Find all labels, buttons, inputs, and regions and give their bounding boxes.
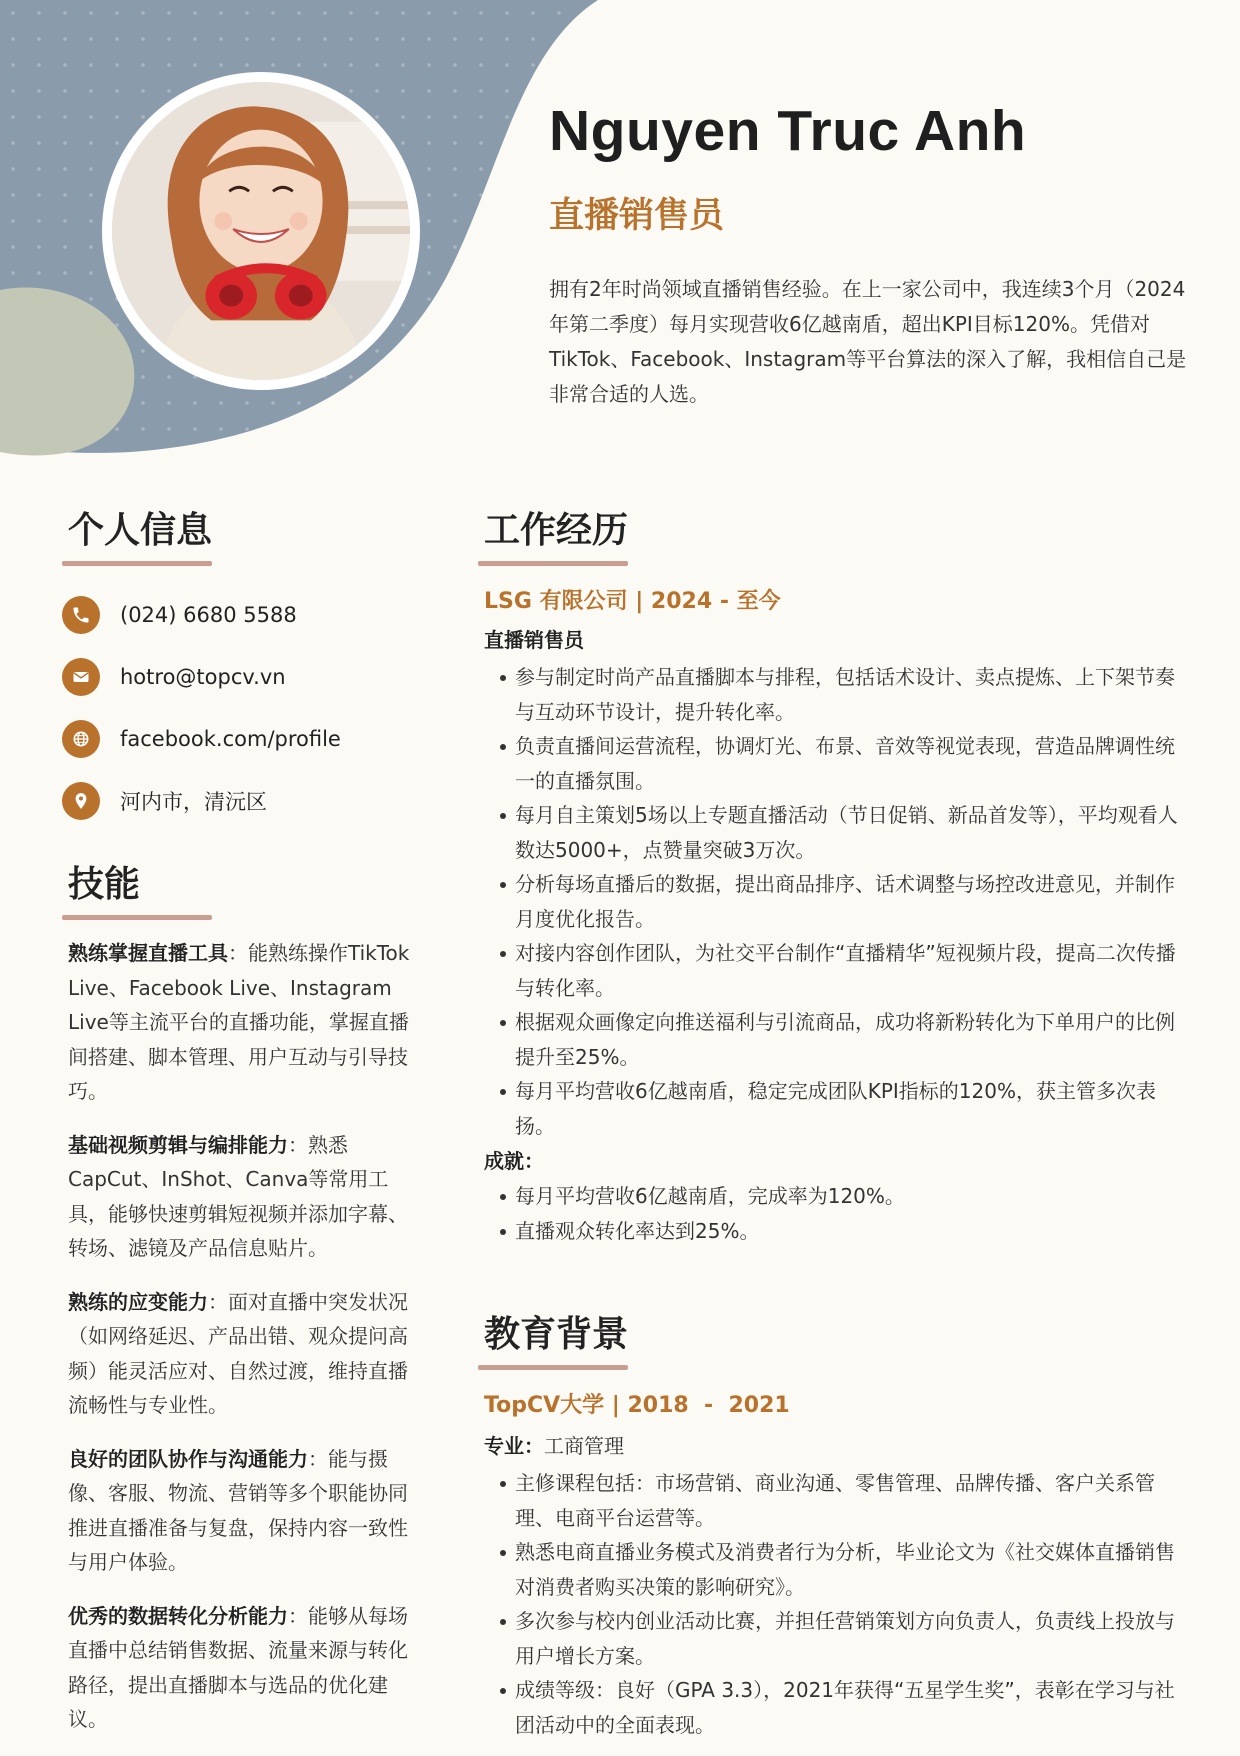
company-and-dates: LSG 有限公司 | 2024 - 至今 [484,589,781,614]
skill-item [68,1128,420,1266]
email-address[interactable]: hotro@topcv.vn [120,665,286,689]
duty-item: 分析每场直播后的数据，提出商品排序、话术调整与场控改进意见，并制作月度优化报告。 [484,867,1178,936]
person-illustration [112,82,410,380]
position-title: 直播销售员 [484,628,584,652]
major-value: 工商管理 [544,1434,624,1458]
duty-list [484,660,1178,1143]
duty-item: 每月自主策划5场以上专题直播活动（节日促销、新品首发等），平均观看人数达5000+，点赞量突破3万次。 [484,798,1178,867]
skill-name: 熟练的应变能力 [68,1289,208,1314]
education-detail-item: 熟悉电商直播业务模式及消费者行为分析，毕业论文为《社交媒体直播销售对消费者购买决策的影响研究》。 [484,1535,1178,1604]
education-detail-list [484,1466,1178,1742]
skill-item [68,936,420,1109]
skill-item [68,1285,420,1423]
education-underline [478,1365,628,1370]
experience-entry [484,584,1178,1248]
personal-info-underline [62,561,212,566]
school-and-dates: TopCV大学 | 2018 - 2021 [484,1393,790,1418]
profile-photo [112,82,410,380]
duty-item: 对接内容创作团队，为社交平台制作“直播精华”短视频片段，提高二次传播与转化率。 [484,936,1178,1005]
skills-list [68,936,420,1756]
location-pin-icon [62,782,100,820]
contact-phone [62,584,452,646]
candidate-name: Nguyen Truc Anh [549,99,1027,163]
skill-item [68,1442,420,1580]
skill-description: ：熟悉CapCut、InShot、Canva等常用工具，能够快速剪辑短视频并添加字幕、转场、滤镜及产品信息贴片。 [68,1132,408,1260]
skill-description: ：能够从每场直播中总结销售数据、流量来源与转化路径，提出直播脚本与选品的优化建议。 [68,1603,408,1731]
major-line [484,1426,1178,1466]
personal-info-heading: 个人信息 [68,510,213,551]
profile-photo-frame [102,72,420,390]
duty-item: 根据观众画像定向推送福利与引流商品，成功将新粉转化为下单用户的比例提升至25%。 [484,1005,1178,1074]
contact-website [62,708,452,770]
duty-item: 参与制定时尚产品直播脚本与排程，包括话术设计、卖点提炼、上下架节奏与互动环节设计，提升转化率。 [484,660,1178,729]
education-detail-item: 多次参与校内创业活动比赛，并担任营销策划方向负责人，负责线上投放与用户增长方案。 [484,1604,1178,1673]
experience-underline [478,561,628,566]
achievement-item: 直播观众转化率达到25%。 [484,1214,1178,1249]
skill-description: ：面对直播中突发状况（如网络延迟、产品出错、观众提问高频）能灵活应对、自然过渡，维持直播流畅性与专业性。 [68,1289,408,1417]
job-title: 直播销售员 [549,196,725,236]
globe-icon [62,720,100,758]
phone-number: (024) 6680 5588 [120,603,297,627]
website-link[interactable]: facebook.com/profile [120,727,341,751]
skill-description: ：能熟练操作TikTok Live、Facebook Live、Instagram Live等主流平台的直播功能，掌握直播间搭建、脚本管理、用户互动与引导技巧。 [68,941,410,1103]
skill-item [68,1599,420,1737]
profile-summary: 拥有2年时尚领域直播销售经验。在上一家公司中，我连续3个月（2024年第二季度）每月实现营收6亿越南盾，超出KPI目标120%。凭借对TikTok、Facebook、Instagram等平台算法的深入了解，我相信自己是非常合适的人选。 [549,277,1187,406]
skills-underline [62,915,212,920]
skill-name: 良好的团队协作与沟通能力 [68,1446,308,1471]
major-label: 专业： [484,1434,544,1458]
achievement-list [484,1179,1178,1248]
duty-item: 负责直播间运营流程，协调灯光、布景、音效等视觉表现，营造品牌调性统一的直播氛围。 [484,729,1178,798]
skill-name: 优秀的数据转化分析能力 [68,1603,288,1628]
contact-email [62,646,452,708]
achievement-item: 每月平均营收6亿越南盾，完成率为120%。 [484,1179,1178,1214]
skill-description: ：能与摄像、客服、物流、营销等多个职能协同推进直播准备与复盘，保持内容一致性与用户体验。 [68,1446,408,1574]
achievements-label: 成就： [484,1149,544,1173]
phone-icon [62,596,100,634]
education-heading: 教育背景 [484,1314,629,1355]
education-detail-item: 主修课程包括：市场营销、商业沟通、零售管理、品牌传播、客户关系管理、电商平台运营等。 [484,1466,1178,1535]
experience-heading: 工作经历 [484,510,629,551]
skill-name: 基础视频剪辑与编排能力 [68,1132,288,1157]
contact-list [62,584,452,832]
education-entry [484,1386,1178,1742]
skill-name: 熟练掌握直播工具 [68,941,228,965]
skills-heading: 技能 [68,864,141,905]
address: 河内市，清沅区 [120,790,267,814]
contact-address [62,770,452,832]
education-detail-item: 成绩等级：良好（GPA 3.3），2021年获得“五星学生奖”，表彰在学习与社团活动中的全面表现。 [484,1673,1178,1742]
duty-item: 每月平均营收6亿越南盾，稳定完成团队KPI指标的120%，获主管多次表扬。 [484,1074,1178,1143]
email-icon [62,658,100,696]
